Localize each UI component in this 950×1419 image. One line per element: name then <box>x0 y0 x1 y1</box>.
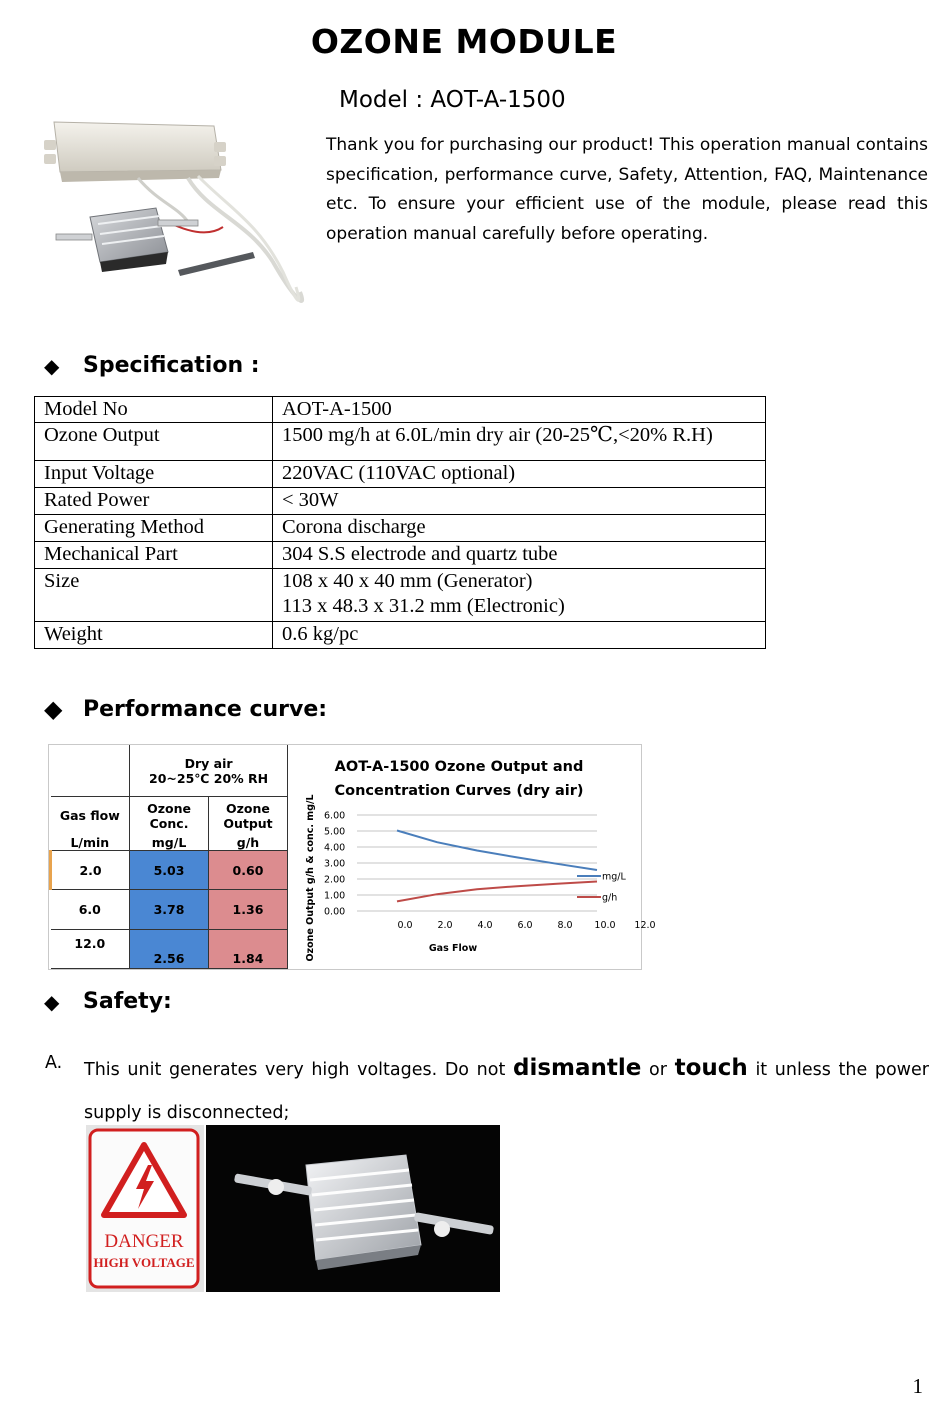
spec-key: Model No <box>35 397 273 423</box>
flow-cell: 2.0 <box>51 851 130 890</box>
safety-heading-text: Safety: <box>83 989 172 1014</box>
chart-x-tick-label: 10.0 <box>594 920 616 931</box>
chart-y-tick-label: 2.00 <box>324 874 346 886</box>
spec-key: Rated Power <box>35 488 273 515</box>
table-row <box>35 461 766 488</box>
chart-y-tick-label: 0.00 <box>324 906 346 918</box>
group-header: Dry air 20~25℃ 20% RH <box>130 745 288 797</box>
performance-heading <box>44 695 327 723</box>
chart-y-tick-label: 5.00 <box>324 826 346 838</box>
specification-heading <box>44 353 260 378</box>
chart-y-tick-label: 3.00 <box>324 858 346 870</box>
table-row <box>51 745 288 797</box>
intro-paragraph: Thank you for purchasing our product! This operation manual contains specification, performance curve, Safety, Attention, FAQ, Maintenance etc. To ensure your efficient use of the module, please read this operation manual carefully before operating. <box>326 135 928 244</box>
spec-value-line: 113 x 48.3 x 31.2 mm (Electronic) <box>282 595 565 617</box>
emphasis-touch: touch <box>674 1055 748 1081</box>
performance-figure <box>48 744 656 970</box>
generator-photo <box>206 1125 500 1292</box>
performance-table <box>49 745 288 969</box>
chart-x-tick-label: 8.0 <box>557 920 573 931</box>
table-row <box>35 515 766 542</box>
model-subtitle: Model : AOT-A-1500 <box>339 87 566 113</box>
col-unit: mg/L <box>130 834 209 851</box>
performance-chart <box>289 745 656 969</box>
spec-value: 220VAC (110VAC optional) <box>273 461 766 488</box>
table-row <box>51 890 288 929</box>
page-title: OZONE MODULE <box>310 22 618 61</box>
specification-heading-text: Specification : <box>83 353 260 378</box>
danger-sign-image <box>86 1125 204 1292</box>
col-header: Ozone Conc. <box>130 797 209 834</box>
col-header: Gas flow <box>51 797 130 834</box>
spec-value-line: 108 x 40 x 40 mm (Generator) <box>282 570 533 592</box>
spec-key: Ozone Output <box>35 423 273 461</box>
chart-title-line1: AOT-A-1500 Ozone Output and <box>334 759 584 775</box>
safety-heading <box>44 989 172 1014</box>
spec-key: Mechanical Part <box>35 542 273 569</box>
table-row <box>35 622 766 649</box>
spec-value <box>273 569 766 622</box>
chart-x-tick-label: 2.0 <box>437 920 453 931</box>
emphasis-dismantle: dismantle <box>512 1055 642 1081</box>
sign-danger-text: DANGER <box>104 1231 184 1252</box>
table-row <box>51 834 288 851</box>
spec-value: Corona discharge <box>273 515 766 542</box>
output-cell: 1.36 <box>208 890 287 929</box>
safety-item-a: This unit generates very high voltages. Do not dismantle or touch it unless the power supply is disconnected; <box>84 1055 929 1123</box>
col-unit: L/min <box>51 834 130 851</box>
spec-value: < 30W <box>273 488 766 515</box>
table-row <box>35 569 766 622</box>
product-photo <box>38 112 313 317</box>
spec-key: Generating Method <box>35 515 273 542</box>
spec-value: 304 S.S electrode and quartz tube <box>273 542 766 569</box>
conc-cell: 5.03 <box>130 851 209 890</box>
table-row <box>51 929 288 968</box>
legend-label: g/h <box>602 892 618 904</box>
spec-value: 0.6 kg/pc <box>273 622 766 649</box>
spec-key: Weight <box>35 622 273 649</box>
chart-x-tick-label: 4.0 <box>477 920 493 931</box>
chart-y-tick-label: 4.00 <box>324 842 346 854</box>
col-header: Ozone Output <box>208 797 287 834</box>
table-row <box>51 851 288 890</box>
safety-item-letter: A. <box>45 1053 63 1073</box>
chart-title-line2: Concentration Curves (dry air) <box>334 783 584 799</box>
specification-table <box>34 396 766 649</box>
diamond-bullet-icon: ◆ <box>44 989 60 1014</box>
chart-x-tick-label: 12.0 <box>634 920 656 931</box>
chart-series-line-concentration <box>397 831 597 871</box>
chart-x-label: Gas Flow <box>428 943 478 954</box>
table-row <box>35 423 766 461</box>
chart-y-tick-label: 1.00 <box>324 890 346 902</box>
spec-value: AOT-A-1500 <box>273 397 766 423</box>
spec-key: Input Voltage <box>35 461 273 488</box>
output-cell: 1.84 <box>208 929 287 968</box>
conc-cell: 3.78 <box>130 890 209 929</box>
col-unit: g/h <box>208 834 287 851</box>
diamond-bullet-icon: ◆ <box>44 695 63 723</box>
spec-value: 1500 mg/h at 6.0L/min dry air (20-25℃,<20% R.H) <box>273 423 766 461</box>
performance-heading-text: Performance curve: <box>83 696 328 722</box>
flow-cell: 6.0 <box>51 890 130 929</box>
conc-cell: 2.56 <box>130 929 209 968</box>
chart-y-label: Ozone Output g/h & conc. mg/L <box>305 794 316 962</box>
table-row <box>35 397 766 423</box>
table-row <box>35 488 766 515</box>
flow-cell: 12.0 <box>51 929 130 968</box>
sign-high-voltage-text: HIGH VOLTAGE <box>93 1255 195 1270</box>
diamond-bullet-icon: ◆ <box>44 353 60 378</box>
chart-x-tick-label: 0.0 <box>397 920 413 931</box>
output-cell: 0.60 <box>208 851 287 890</box>
table-row <box>51 797 288 834</box>
chart-x-tick-label: 6.0 <box>517 920 533 931</box>
table-row <box>35 542 766 569</box>
chart-series-line-output <box>397 882 597 902</box>
page-number: 1 <box>912 1374 923 1398</box>
chart-y-tick-label: 6.00 <box>324 810 346 822</box>
legend-label: mg/L <box>602 871 626 883</box>
spec-key: Size <box>35 569 273 622</box>
